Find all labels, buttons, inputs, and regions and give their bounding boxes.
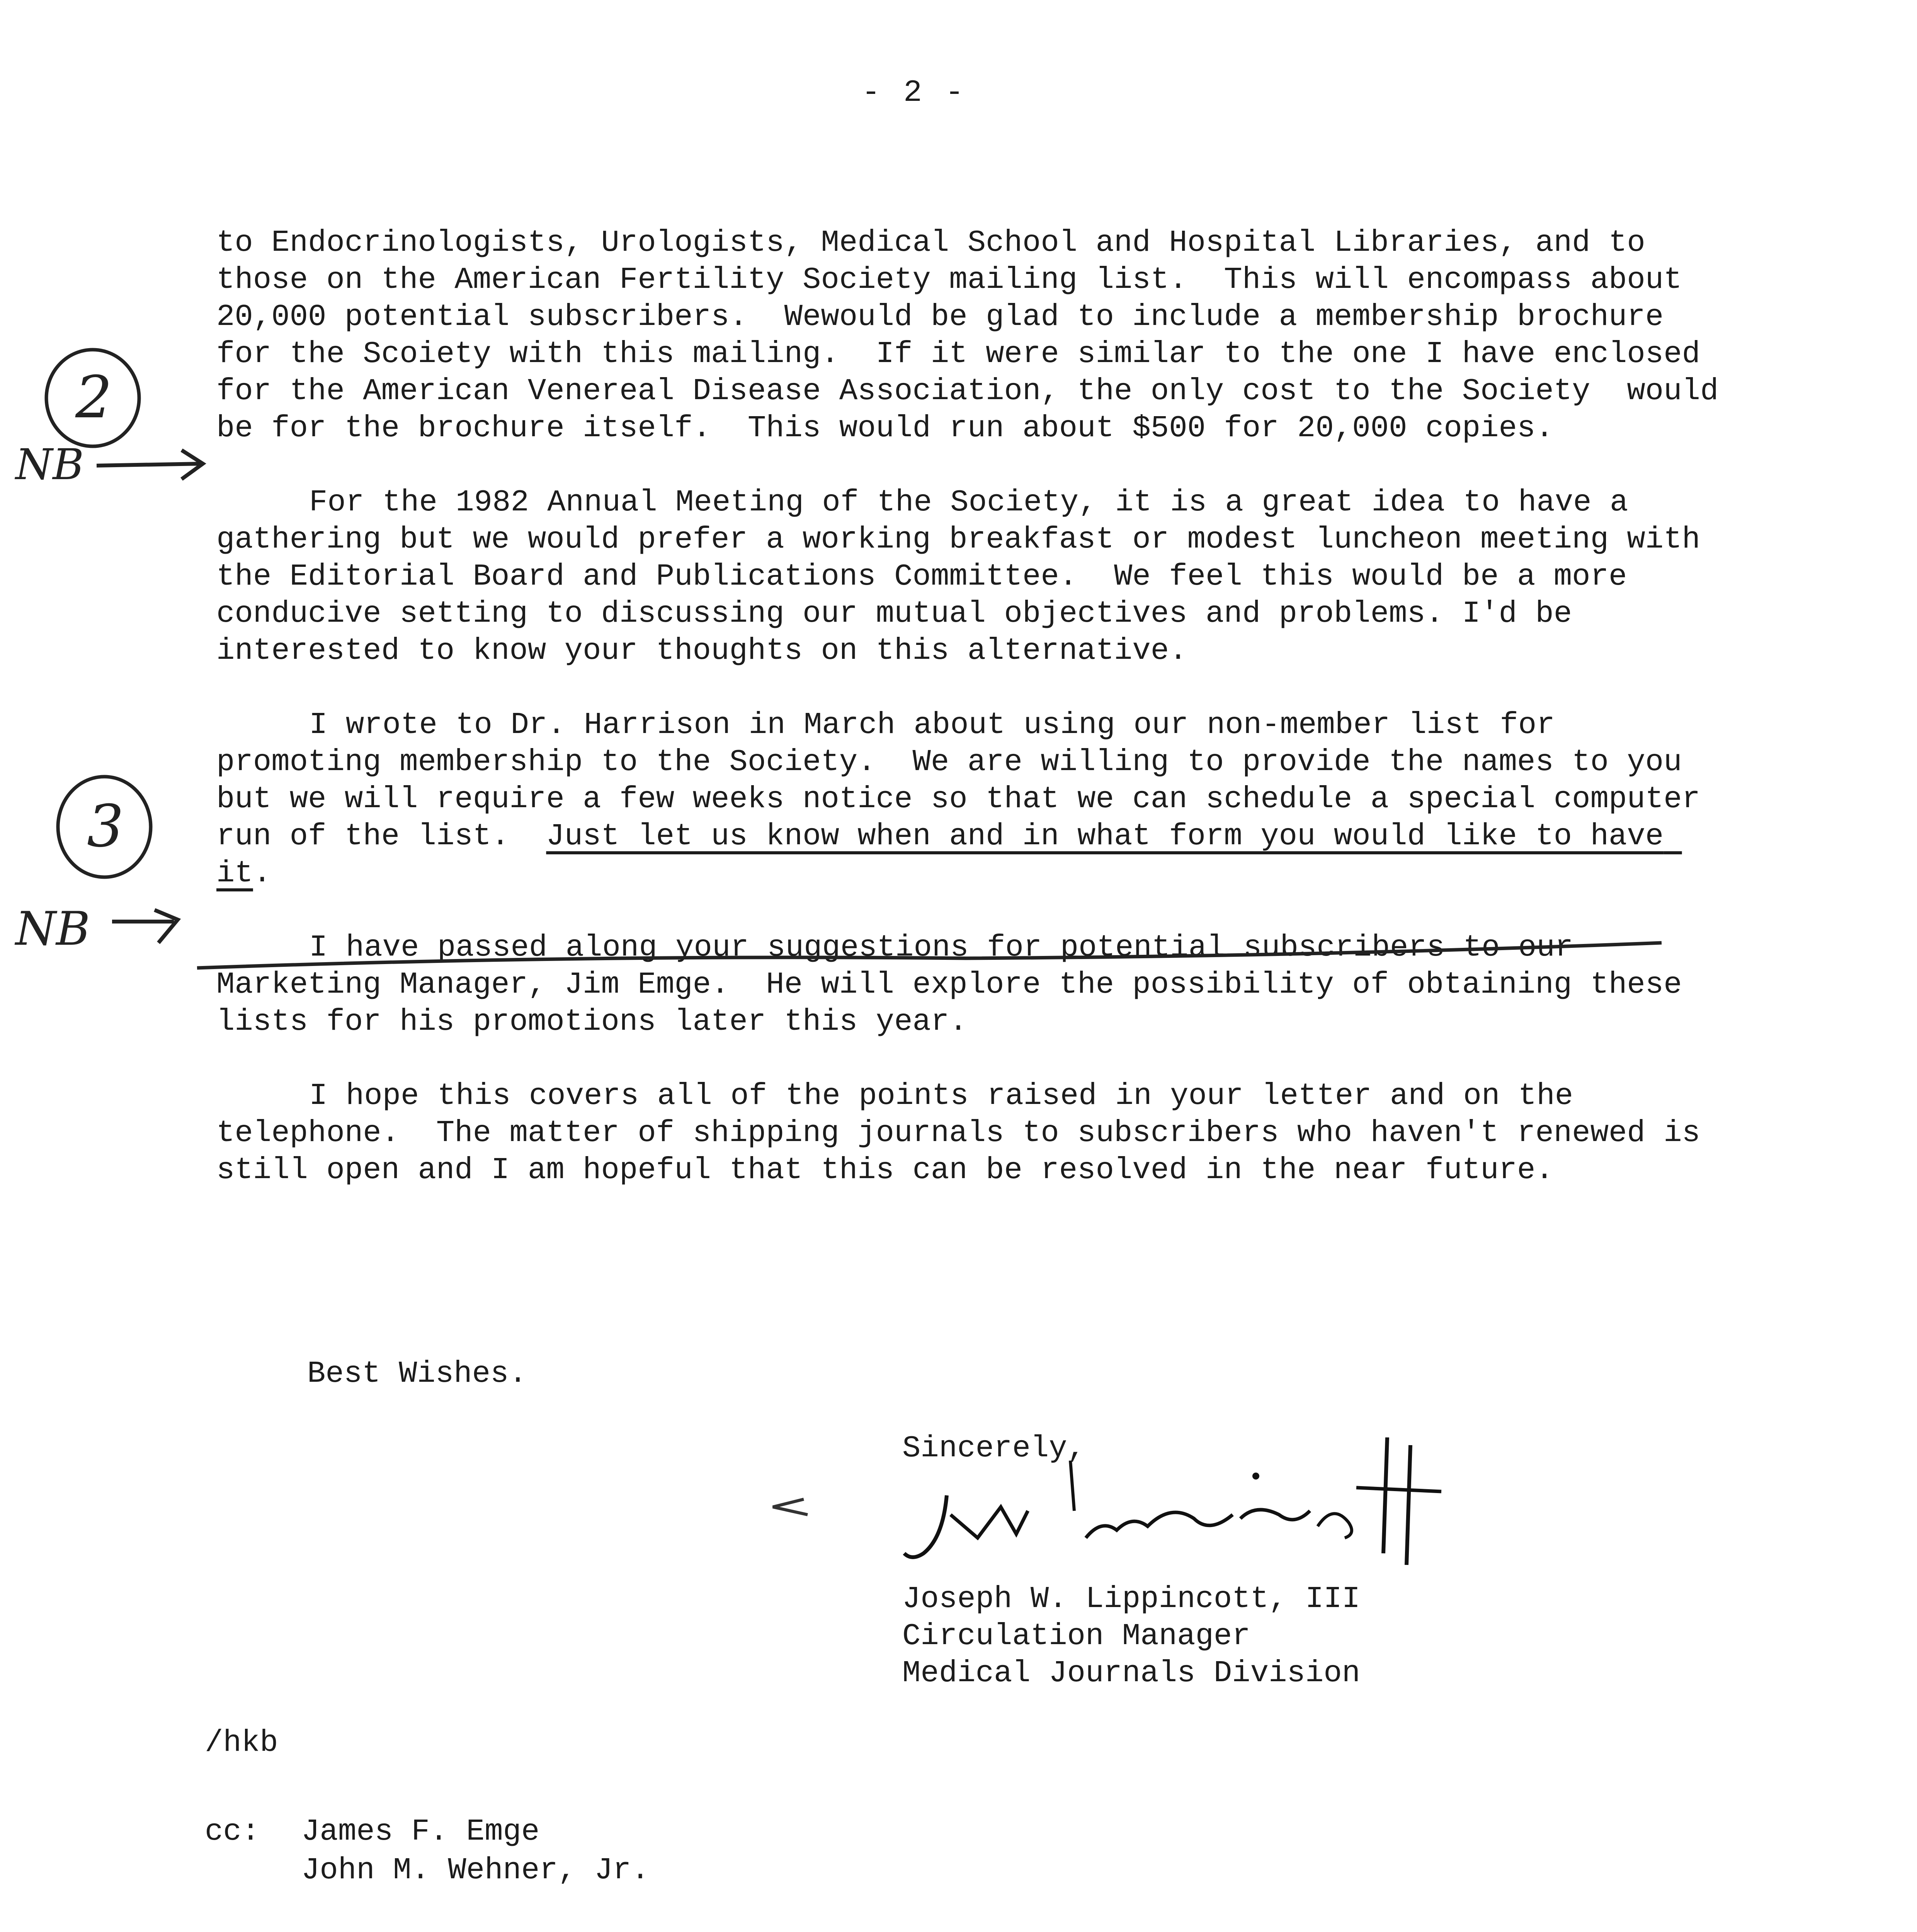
best-wishes: Best Wishes. (307, 1356, 527, 1391)
signer-name: Joseph W. Lippincott, III (902, 1582, 1361, 1616)
letter-body (216, 224, 1737, 1226)
cc-recipient: James F. Emge (301, 1814, 540, 1849)
handwritten-signature (900, 1437, 1480, 1600)
cc-label: cc: (205, 1814, 260, 1849)
paragraph-mailing: to Endocrinologists, Urologists, Medical School and Hospital Libraries, and to those on the American Fertility Society mailing list. This will encompass about 20,000 potential subscribers. Wewould be glad to include a membership brochure for the Scoiety with this mailing. If it were similar to the one I have enclosed for the American Venereal Disease Association, the only cost to the Society would be for the brochure itself. This would run about $500 for 20,000 copies. (216, 225, 1737, 446)
annotation-2-arrow (97, 464, 201, 466)
annotation-2 (14, 350, 203, 489)
cc-row (205, 1851, 650, 1889)
signer-title: Circulation Manager (902, 1619, 1250, 1653)
paragraph-annual-meeting: For the 1982 Annual Meeting of the Society, it is a great idea to have a gathering but we would prefer a working breakfast or modest luncheon meeting with the Editorial Board and Publications Committee. We feel this would be a more conducive setting to discussing our mutual objectives and problems. I'd be interested to know your thoughts on this alternative. (216, 485, 1719, 668)
page-number: - 2 - (862, 75, 966, 111)
annotation-2-number: 2 (75, 364, 112, 431)
paragraph-non-member-list-text: I wrote to Dr. Harrison in March about using our non-member list for promoting membership to the Society. We are willing to provide the names to you but we will require a few weeks notice so that we can schedule a special computer run of the list. (216, 707, 1719, 854)
annotation-2-nb: NB (15, 440, 84, 489)
typist-initials: /hkb (205, 1725, 278, 1760)
cc-row (205, 1812, 650, 1851)
paragraph-suggestions: I have passed along your suggestions for potential subscribers to our Marketing Manager, Jim Emge. He will explore the possibility of obtaining these lists for his promotions later this year. (216, 930, 1701, 1039)
signer-division: Medical Journals Division (902, 1656, 1361, 1690)
signer-details (902, 1580, 1360, 1692)
annotation-3-number: 3 (87, 793, 124, 860)
cc-recipient: John M. Wehner, Jr. (301, 1853, 650, 1888)
cc-list (205, 1812, 650, 1889)
paragraph-closing-points: I hope this covers all of the points raised in your letter and on the telephone. The matter of shipping journals to subscribers who haven't renewed is still open and I am hopeful that this can be resolved in the near future. (216, 1078, 1719, 1187)
arrow-head-icon (182, 450, 203, 479)
annotation-3-nb: NB (15, 902, 90, 956)
sincerely-line: Sincerely, (902, 1431, 1086, 1466)
paragraph-end-period: . (253, 856, 272, 891)
margin-mark (773, 1499, 808, 1515)
paragraph-non-member-list (216, 706, 1723, 892)
underlined-request: Just let us know when and in what form you would like to have it (216, 819, 1682, 891)
arrow-head-icon (155, 910, 178, 943)
